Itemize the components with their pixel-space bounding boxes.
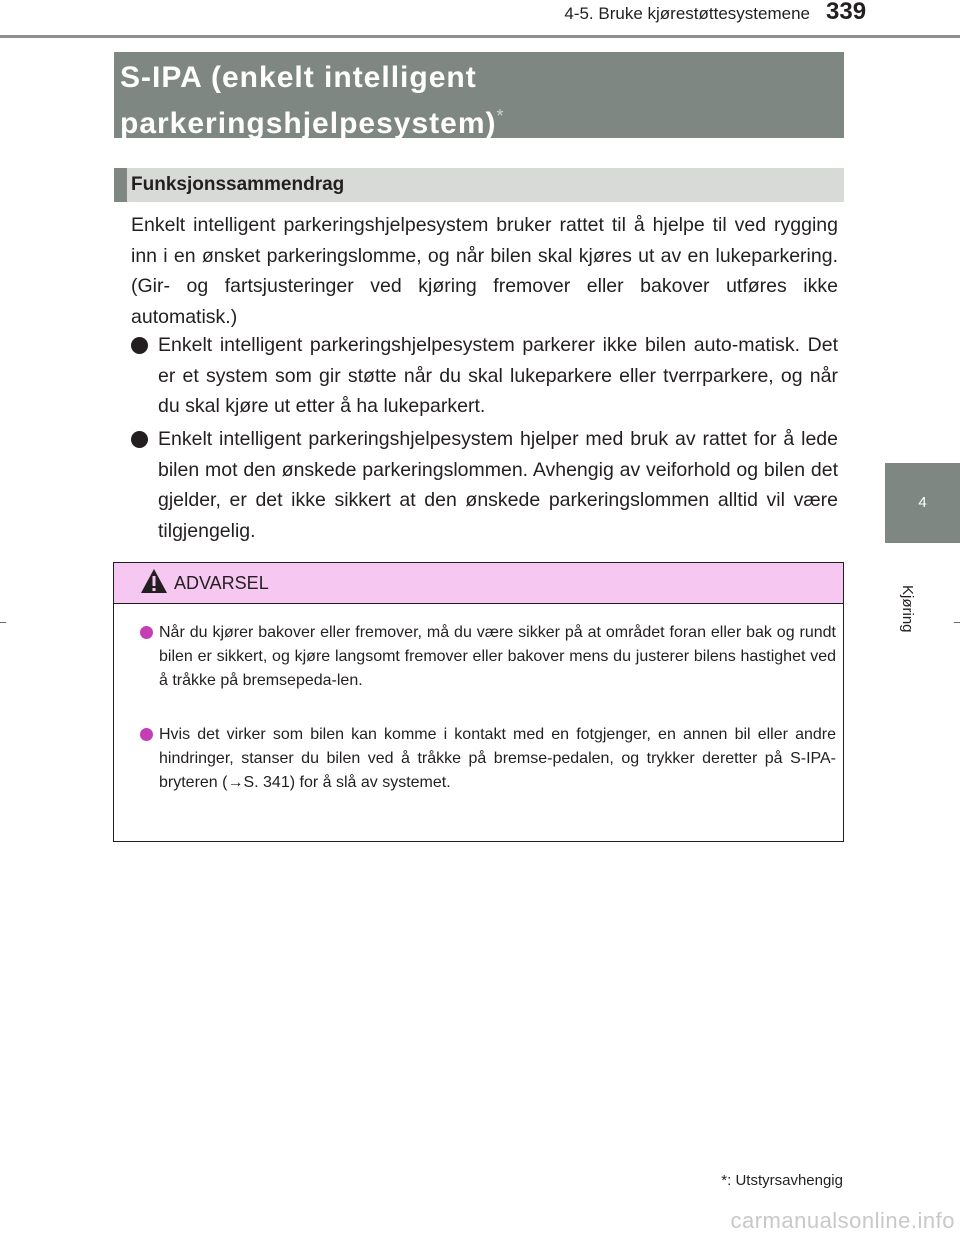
subheader: Funksjonssammendrag [114, 168, 844, 202]
intro-paragraph: Enkelt intelligent parkeringshjelpesystem bruker rattet til å hjelpe til ved rygging inn i en ønsket parkeringslomme, og når bilen skal kjøres ut av en lukeparkering. (Gir- og fartsjusteringer ved kjøring fremover eller bakover utføres ikke automatisk.) [131, 214, 838, 328]
list-item [131, 424, 838, 546]
warning-title: ADVARSEL [174, 573, 269, 593]
warning-item [140, 723, 836, 795]
crop-mark-left [0, 622, 6, 623]
bullet-icon [140, 626, 153, 639]
bullet-icon [131, 431, 148, 448]
page-number: 339 [826, 0, 867, 25]
chapter-tab[interactable]: 4 [885, 463, 960, 543]
section-title-line2: parkeringshjelpesystem) [120, 107, 497, 140]
bullet-icon [131, 337, 148, 354]
list-item [131, 330, 838, 422]
bullet-icon [140, 728, 153, 741]
watermark: carmanualsonline.info [730, 1208, 955, 1233]
warning-item [140, 621, 836, 693]
footnote: *: Utstyrsavhengig [721, 1172, 843, 1189]
warning-box [113, 562, 844, 842]
section-title-line1: S-IPA (enkelt intelligent [120, 61, 477, 94]
chapter-tab-label: Kjøring [899, 585, 916, 633]
warning-item-text: Når du kjører bakover eller fremover, må du være sikker på at området foran eller bak og rundt bilen er sikkert, og kjøre langsomt fremover eller bakover mens du justerer bilens hastighet ved å tråkke på bremsepeda-len. [159, 624, 836, 689]
equipment-marker: * [496, 106, 505, 126]
warning-triangle-icon [140, 568, 168, 599]
crop-mark-right [954, 622, 960, 623]
warning-item-text: Hvis det virker som bilen kan komme i kontakt med en fotgjenger, en annen bil eller andre hindringer, stanser du bilen ved å tråkke på bremse-pedalen, og trykker deretter på S-IPA-bryteren (→S. 341) for å slå av systemet. [159, 726, 836, 791]
section-title [114, 52, 844, 138]
list-item-text: Enkelt intelligent parkeringshjelpesystem hjelper med bruk av rattet for å lede bilen mot den ønskede parkeringslommen. Avhengig av veiforhold og bilen det gjelder, er det ikke sikkert at den ønskede parkeringslommen alltid vil være tilgjengelig. [158, 428, 838, 542]
header-divider [0, 35, 960, 38]
chapter-title: 4-5. Bruke kjørestøttesystemene [564, 4, 810, 23]
list-item-text: Enkelt intelligent parkeringshjelpesystem parkerer ikke bilen auto-matisk. Det er et system som gir støtte når du skal lukeparkere eller tverrparkere, og når du skal kjøre ut etter å ha lukeparkert. [158, 334, 838, 417]
warning-header [114, 563, 843, 604]
